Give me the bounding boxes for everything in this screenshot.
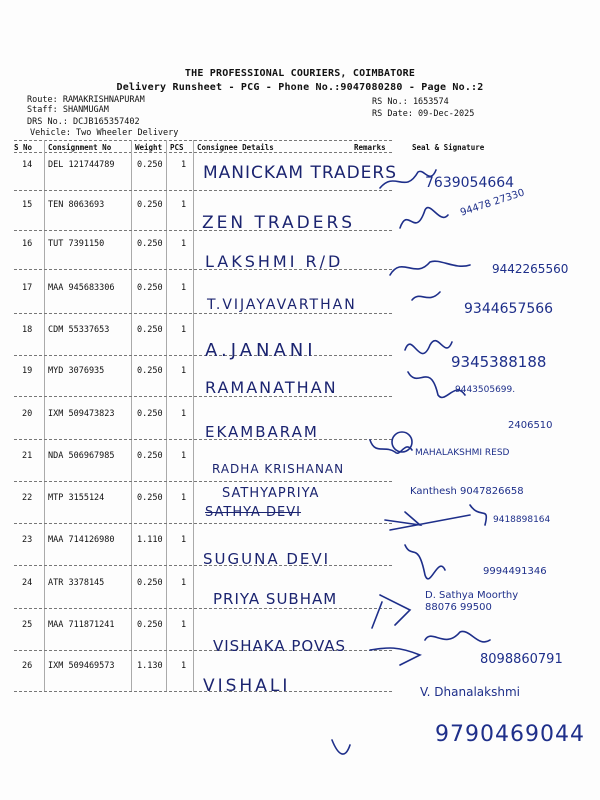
- col-consignment: Consignment No: [48, 143, 112, 152]
- drs-number: DRS No.: DCJB165357402: [27, 117, 140, 127]
- row-consignment: CDM 55337653: [48, 325, 110, 335]
- col-consignee: Consignee Details: [197, 143, 274, 152]
- row-consignment: NDA 506967985: [48, 451, 115, 461]
- row-weight: 0.250: [137, 409, 163, 419]
- row-weight: 0.250: [137, 366, 163, 376]
- signature-mark: [405, 545, 445, 579]
- signature-mark: [390, 261, 470, 275]
- consignee-handwritten: RAMANATHAN: [205, 378, 338, 397]
- row-sno: 21: [22, 451, 33, 461]
- consignee-handwritten: SUGUNA DEVI: [203, 550, 331, 568]
- route: Route: RAMAKRISHNAPURAM: [27, 95, 145, 105]
- handwritten-phone: 7639054664: [425, 175, 515, 191]
- row-pcs: 1: [181, 661, 187, 671]
- row-pcs: 1: [181, 325, 187, 335]
- handwritten-phone-large: 9790469044: [435, 722, 585, 747]
- row-sno: 16: [22, 239, 33, 249]
- consignee-handwritten: T.VIJAYAVARTHAN: [207, 297, 357, 313]
- row-sno: 24: [22, 578, 33, 588]
- signature-mark: [380, 170, 436, 188]
- signature-mark: [332, 648, 420, 754]
- row-sno: 20: [22, 409, 33, 419]
- row-weight: 0.250: [137, 160, 163, 170]
- handwritten-phone: 9442265560: [492, 262, 569, 276]
- consignee-handwritten: VISHAKA POVAS: [213, 637, 347, 655]
- handwritten-name: D. Sathya Moorthy 88076 99500: [425, 590, 519, 613]
- row-weight: 0.250: [137, 493, 163, 503]
- row-consignment: TUT 7391150: [48, 239, 105, 249]
- signature-mark: [408, 372, 465, 397]
- signature-mark: [372, 595, 410, 628]
- consignee-handwritten: SATHYAPRIYA: [222, 486, 320, 501]
- row-weight: 0.250: [137, 451, 163, 461]
- consignee-handwritten: RADHA KRISHANAN: [212, 462, 345, 476]
- rs-number: RS No.: 1653574: [372, 97, 449, 107]
- consignee-handwritten-struck: SATHYA DEVI: [205, 505, 302, 520]
- signature-mark: [412, 292, 440, 300]
- handwritten-phone: 8098860791: [480, 652, 563, 667]
- row-sno: 26: [22, 661, 33, 671]
- consignee-handwritten: VISHALI: [203, 676, 291, 696]
- row-weight: 0.250: [137, 283, 163, 293]
- col-weight: Weight: [135, 143, 163, 152]
- row-pcs: 1: [181, 366, 187, 376]
- row-weight: 1.130: [137, 661, 163, 671]
- row-pcs: 1: [181, 493, 187, 503]
- col-seal-signature: Seal & Signature: [412, 143, 485, 152]
- staff: Staff: SHANMUGAM: [27, 105, 109, 115]
- row-sno: 17: [22, 283, 33, 293]
- signature-mark: [385, 505, 486, 530]
- row-consignment: TEN 8063693: [48, 200, 105, 210]
- row-pcs: 1: [181, 200, 187, 210]
- row-sno: 14: [22, 160, 33, 170]
- row-sno: 25: [22, 620, 33, 630]
- handwritten-phone: 2406510: [508, 420, 553, 431]
- col-pcs: PCS: [170, 143, 184, 152]
- row-consignment: MTP 3155124: [48, 493, 105, 503]
- row-weight: 0.250: [137, 239, 163, 249]
- consignee-handwritten: PRIYA SUBHAM: [213, 590, 338, 608]
- row-consignment: DEL 121744789: [48, 160, 115, 170]
- row-sno: 19: [22, 366, 33, 376]
- row-weight: 0.250: [137, 200, 163, 210]
- handwritten-phone: 9994491346: [483, 566, 547, 577]
- handwritten-phone: 9443505699.: [455, 385, 516, 395]
- row-weight: 1.110: [137, 535, 163, 545]
- row-pcs: 1: [181, 283, 187, 293]
- handwritten-name: V. Dhanalakshmi: [420, 685, 520, 699]
- row-consignment: IXM 509469573: [48, 661, 115, 671]
- signature-mark: [425, 631, 490, 641]
- row-pcs: 1: [181, 535, 187, 545]
- consignee-handwritten: MANICKAM TRADERS: [203, 163, 398, 183]
- handwritten-note: MAHALAKSHMI RESD: [415, 448, 510, 458]
- row-weight: 0.250: [137, 578, 163, 588]
- row-sno: 15: [22, 200, 33, 210]
- row-consignment: MAA 711871241: [48, 620, 115, 630]
- row-pcs: 1: [181, 409, 187, 419]
- row-consignment: ATR 3378145: [48, 578, 105, 588]
- row-pcs: 1: [181, 578, 187, 588]
- vehicle: Vehicle: Two Wheeler Delivery: [30, 128, 179, 138]
- row-weight: 0.250: [137, 620, 163, 630]
- row-consignment: MAA 945683306: [48, 283, 115, 293]
- handwritten-phone: 9345388188: [451, 353, 547, 371]
- handwritten-phone: 94478 27330: [459, 187, 526, 219]
- row-sno: 22: [22, 493, 33, 503]
- company-title: THE PROFESSIONAL COURIERS, COIMBATORE: [184, 68, 416, 79]
- row-pcs: 1: [181, 239, 187, 249]
- row-sno: 23: [22, 535, 33, 545]
- row-pcs: 1: [181, 160, 187, 170]
- col-remarks: Remarks: [354, 143, 386, 152]
- runsheet-title: Delivery Runsheet - PCG - Phone No.:9047080280 - Page No.:2: [116, 82, 484, 93]
- handwritten-phone: 9344657566: [464, 301, 554, 317]
- consignee-handwritten: A.JANANI: [205, 340, 317, 361]
- col-sno: S No: [14, 143, 33, 152]
- row-consignment: IXM 509473823: [48, 409, 115, 419]
- consignee-handwritten: ZEN TRADERS: [202, 213, 356, 233]
- row-consignment: MYD 3076935: [48, 366, 105, 376]
- row-pcs: 1: [181, 620, 187, 630]
- row-pcs: 1: [181, 451, 187, 461]
- signature-mark: [405, 341, 452, 354]
- signature-mark: [400, 208, 448, 228]
- rs-date: RS Date: 09-Dec-2025: [372, 109, 475, 119]
- consignee-handwritten: EKAMBARAM: [205, 423, 319, 441]
- row-consignment: MAA 714126980: [48, 535, 115, 545]
- row-sno: 18: [22, 325, 33, 335]
- row-weight: 0.250: [137, 325, 163, 335]
- signature-mark: [392, 432, 412, 452]
- handwritten-remark: Kanthesh 9047826658: [410, 486, 524, 497]
- consignee-handwritten: LAKSHMI R/D: [205, 252, 344, 271]
- handwritten-phone: 9418898164: [493, 515, 551, 525]
